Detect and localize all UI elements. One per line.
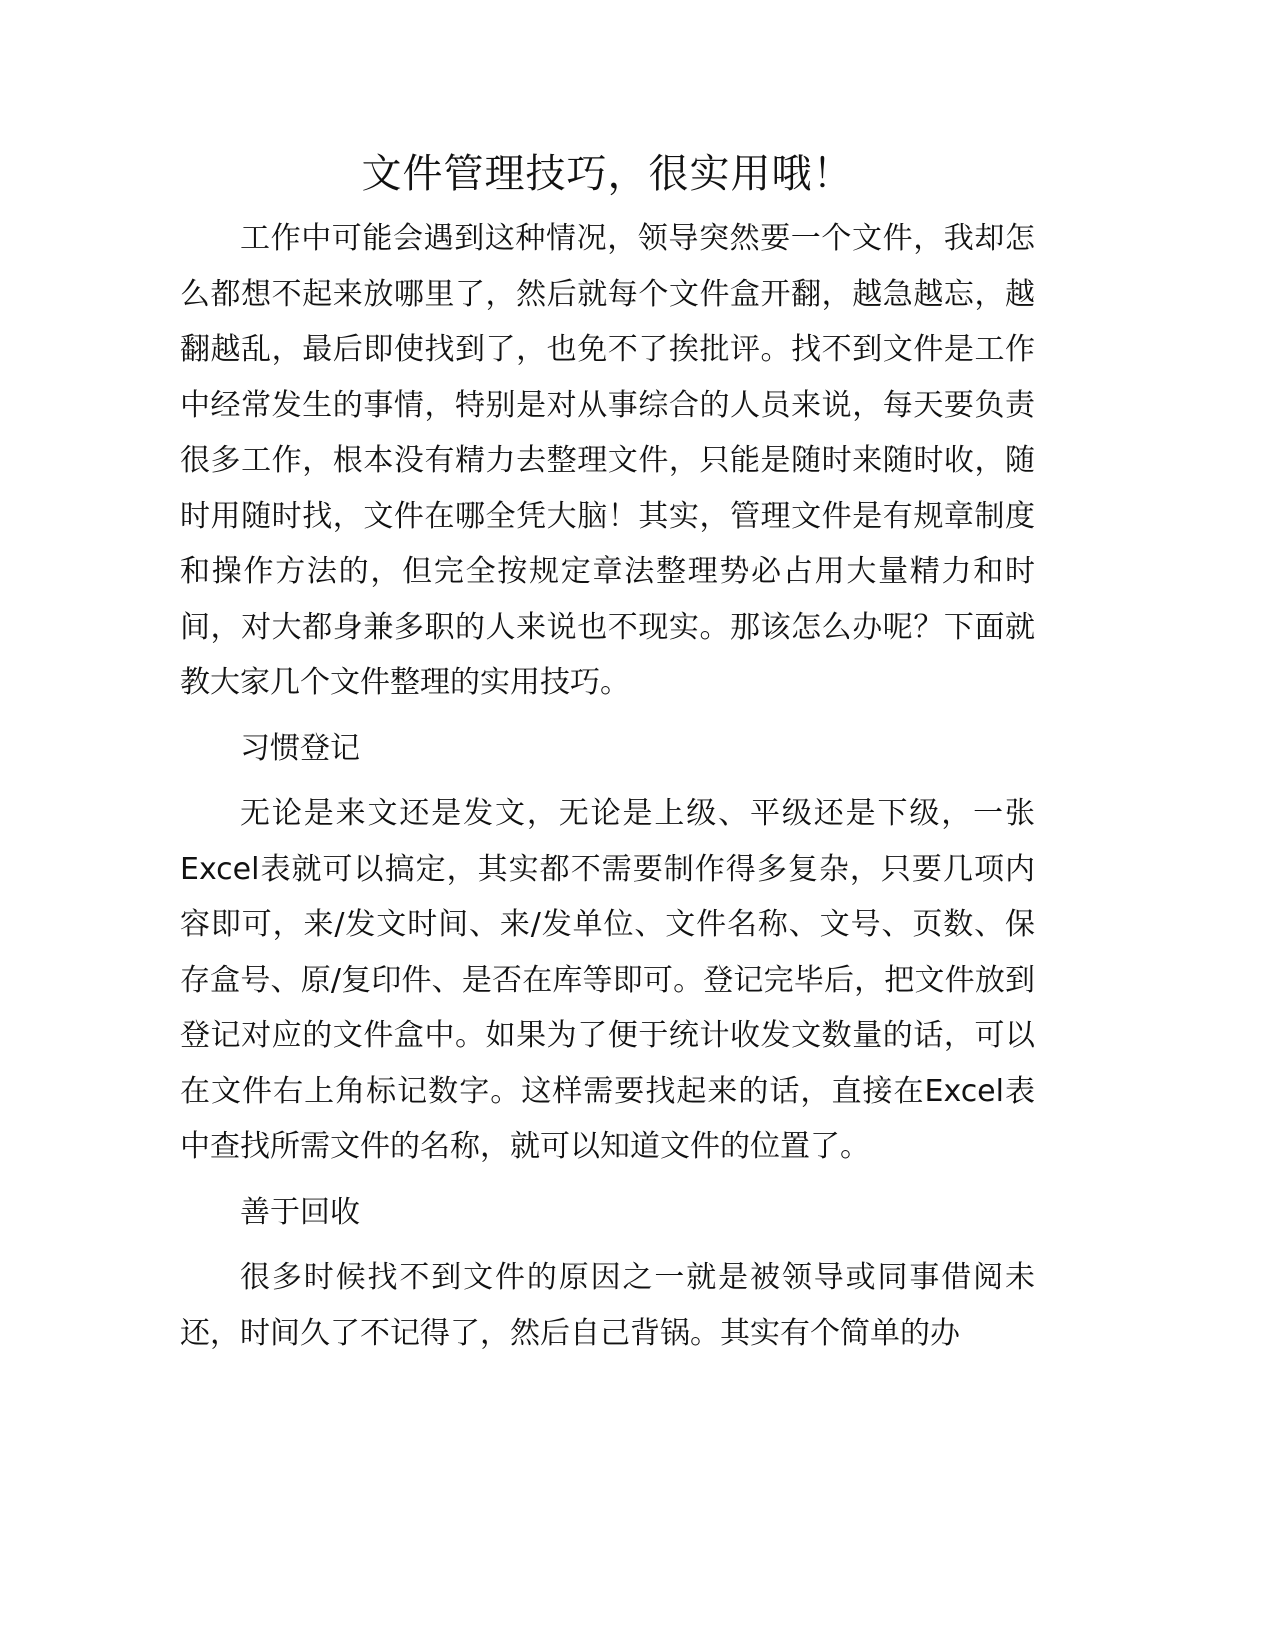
section-heading-recovery: 善于回收 — [240, 1194, 360, 1230]
document-body — [180, 145, 1035, 1361]
document-title: 文件管理技巧，很实用哦！ — [361, 151, 854, 197]
registration-paragraph: 无论是来文还是发文，无论是上级、平级还是下级，一张Excel表就可以搞定，其实都不需要制作得多复杂，只要几项内容即可，来/发文时间、来/发单位、文件名称、文号、页数、保存盒号、原/复印件、是否在库等即可。登记完毕后，把文件放到登记对应的文件盒中。如果为了便于统计收发文数量的话，可以在文件右上角标记数字。这样需要找起来的话，直接在Excel表中查找所需文件的名称，就可以知道文件的位置了。 — [180, 796, 1035, 1164]
intro-paragraph: 工作中可能会遇到这种情况，领导突然要一个文件，我却怎么都想不起来放哪里了，然后就每个文件盒开翻，越急越忘，越翻越乱，最后即使找到了，也免不了挨批评。找不到文件是工作中经常发生的事情，特别是对从事综合的人员来说，每天要负责很多工作，根本没有精力去整理文件，只能是随时来随时收，随时用随时找，文件在哪全凭大脑！其实，管理文件是有规章制度和操作方法的，但完全按规定章法整理势必占用大量精力和时间，对大都身兼多职的人来说也不现实。那该怎么办呢？下面就教大家几个文件整理的实用技巧。 — [180, 221, 1035, 700]
section-heading-registration: 习惯登记 — [240, 730, 360, 766]
recovery-paragraph: 很多时候找不到文件的原因之一就是被领导或同事借阅未还，时间久了不记得了，然后自己背锅。其实有个简单的办 — [180, 1260, 1035, 1351]
